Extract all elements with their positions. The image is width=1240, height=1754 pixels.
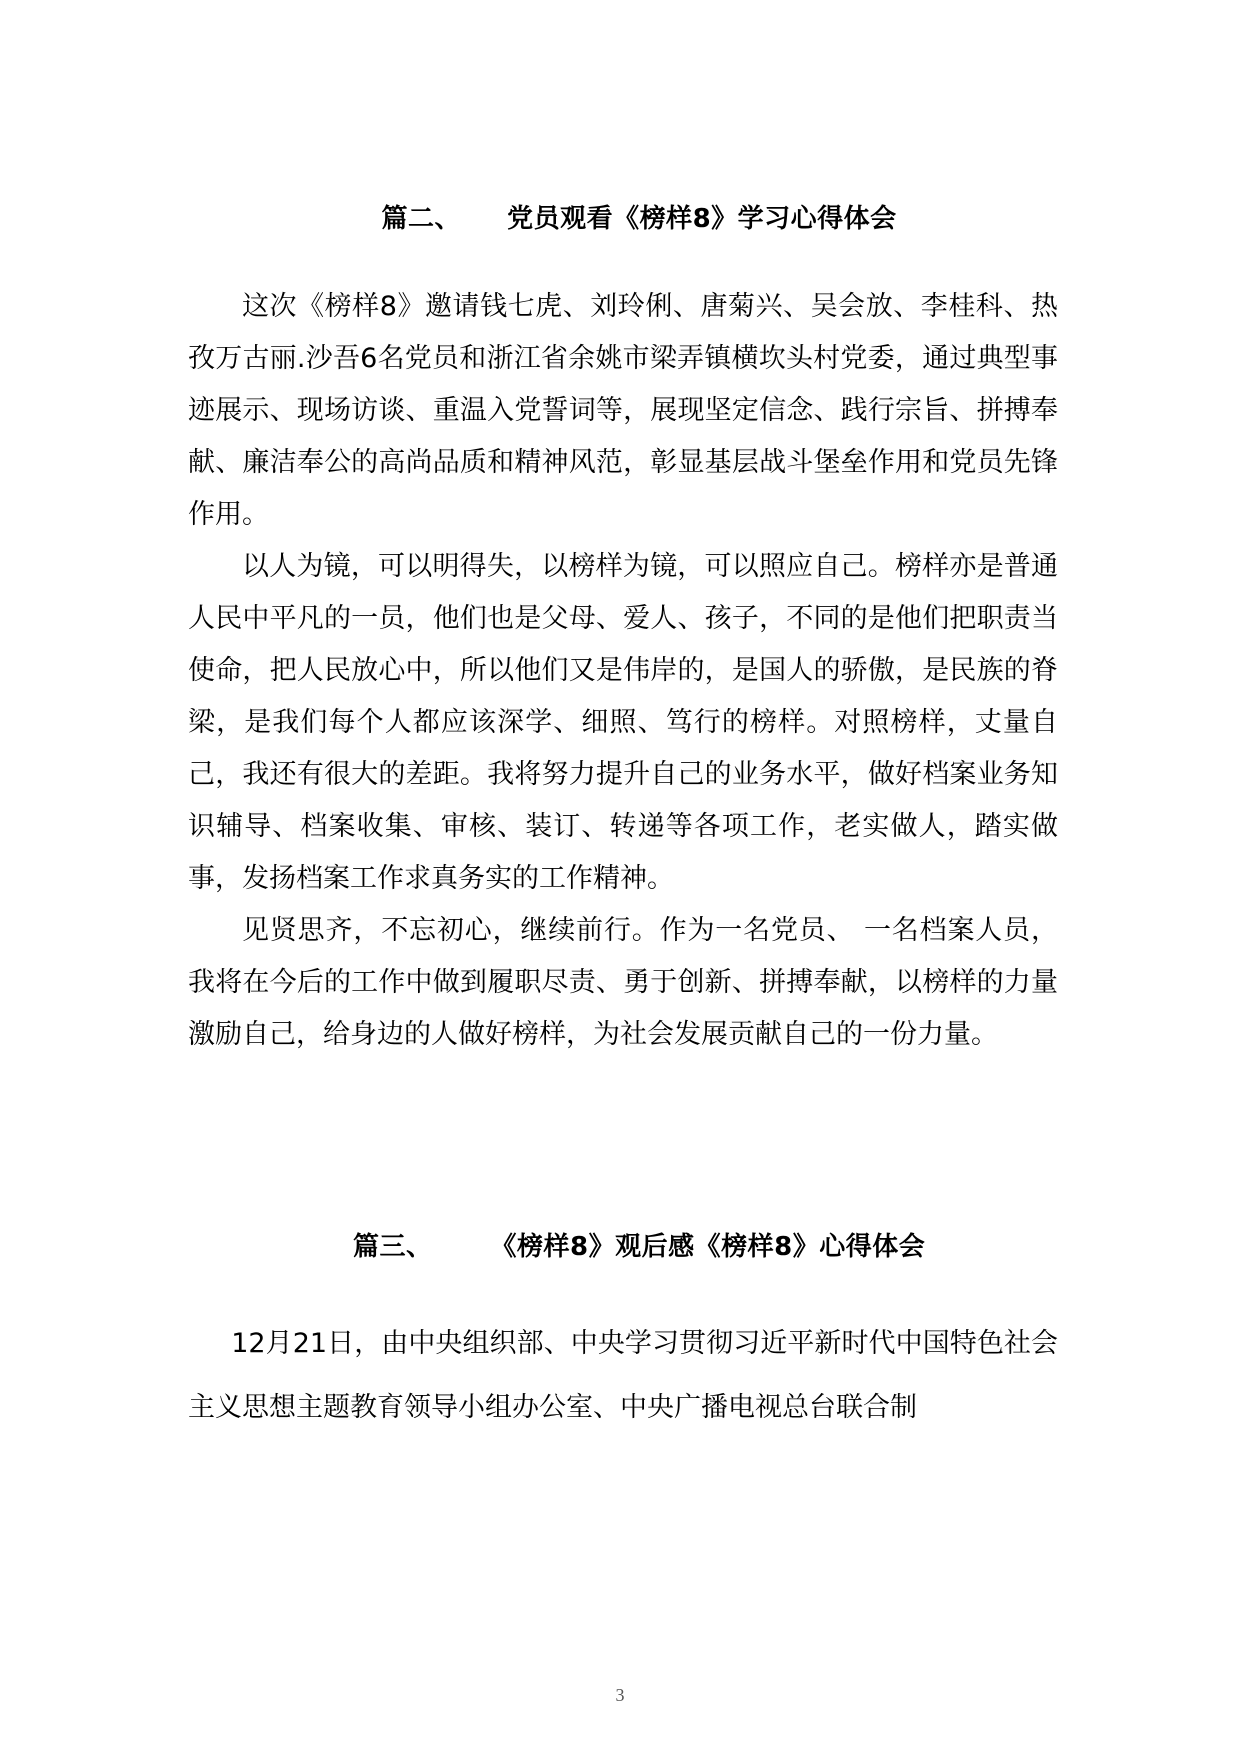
section-body (188, 281, 1058, 1061)
paragraph: 以人为镜，可以明得失，以榜样为镜，可以照应自己。榜样亦是普通人民中平凡的一员，他们也是父母、爱人、孩子，不同的是他们把职责当使命，把人民放心中，所以他们又是伟岸的，是国人的骄傲，是民族的脊梁，是我们每个人都应该深学、细照、笃行的榜样。对照榜样，丈量自己，我还有很大的差距。我将努力提升自己的业务水平，做好档案业务知识辅导、档案收集、审核、装订、转递等各项工作，老实做人，踏实做事，发扬档案工作求真务实的工作精神。 (188, 551, 1058, 894)
section-heading (0, 168, 1240, 265)
paragraph: 12月21日，由中央组织部、中央学习贯彻习近平新时代中国特色社会主义思想主题教育领导小组办公室、中央广播电视总台联合制 (188, 1328, 1058, 1423)
section-number: 篇二、 (381, 204, 462, 234)
section-number: 篇三、 (353, 1232, 433, 1262)
section-heading (0, 1196, 1240, 1293)
section-title: 党员观看《榜样8》学习心得体会 (507, 204, 897, 234)
section-title: 《榜样8》观后感《榜样8》心得体会 (490, 1232, 926, 1262)
paragraph: 这次《榜样8》邀请钱七虎、刘玲俐、唐菊兴、吴会放、李桂科、热孜万古丽.沙吾6名党员和浙江省余姚市梁弄镇横坎头村党委，通过典型事迹展示、现场访谈、重温入党誓词等，展现坚定信念、践行宗旨、拼搏奉献、廉洁奉公的高尚品质和精神风范，彰显基层战斗堡垒作用和党员先锋作用。 (188, 291, 1058, 530)
paragraph: 见贤思齐，不忘初心，继续前行。作为一名党员、 一名档案人员，我将在今后的工作中做到履职尽责、勇于创新、拼搏奉献，以榜样的力量激励自己，给身边的人做好榜样，为社会发展贡献自己的一份力量。 (188, 915, 1058, 1050)
page-number: 3 (615, 1685, 625, 1705)
section-body (188, 1312, 1058, 1440)
